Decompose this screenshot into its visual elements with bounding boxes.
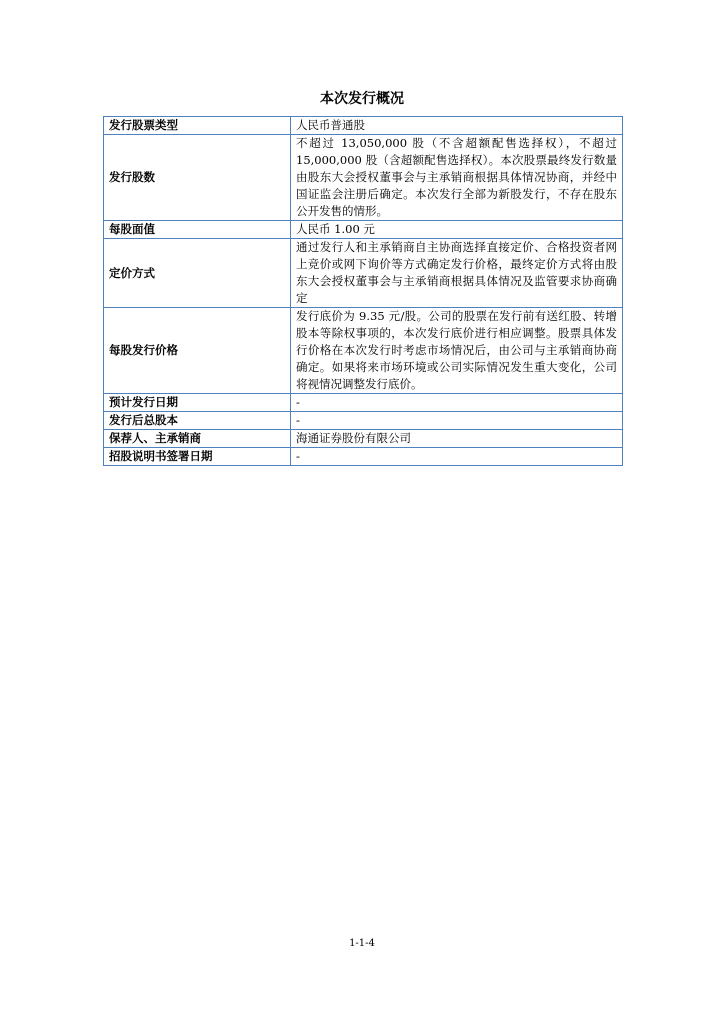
table-row bbox=[104, 430, 623, 448]
table-row bbox=[104, 412, 623, 430]
page-number: 1-1-4 bbox=[349, 938, 375, 949]
row-label: 发行股数 bbox=[104, 135, 291, 221]
row-value: 海通证券股份有限公司 bbox=[291, 430, 623, 448]
row-value: 发行底价为 9.35 元/股。公司的股票在发行前有送红股、转增股本等除权事项的，本次发行底价进行相应调整。股票具体发行价格在本次发行时考虑市场情况后，由公司与主承销商协商确定。如果将来市场环境或公司实际情况发生重大变化，公司将视情况调整发行底价。 bbox=[291, 308, 623, 394]
table-row bbox=[104, 448, 623, 466]
row-value: 人民币 1.00 元 bbox=[291, 221, 623, 239]
table-row bbox=[104, 394, 623, 412]
row-value: - bbox=[291, 448, 623, 466]
table-row bbox=[104, 239, 623, 308]
row-label: 发行后总股本 bbox=[104, 412, 291, 430]
table-row bbox=[104, 308, 623, 394]
row-label: 每股面值 bbox=[104, 221, 291, 239]
page-title: 本次发行概况 bbox=[320, 91, 404, 107]
row-label: 保荐人、主承销商 bbox=[104, 430, 291, 448]
row-value: 通过发行人和主承销商自主协商选择直接定价、合格投资者网上竞价或网下询价等方式确定发行价格，最终定价方式将由股东大会授权董事会与主承销商根据具体情况及监管要求协商确定 bbox=[291, 239, 623, 308]
row-label: 预计发行日期 bbox=[104, 394, 291, 412]
row-label: 招股说明书签署日期 bbox=[104, 448, 291, 466]
row-value: 人民币普通股 bbox=[291, 117, 623, 135]
row-label: 每股发行价格 bbox=[104, 308, 291, 394]
row-label: 定价方式 bbox=[104, 239, 291, 308]
row-value: 不超过 13,050,000 股（不含超额配售选择权），不超过 15,000,000 股（含超额配售选择权）。本次股票最终发行数量由股东大会授权董事会与主承销商根据具体情况协商，并经中国证监会注册后确定。本次发行全部为新股发行，不存在股东公开发售的情形。 bbox=[291, 135, 623, 221]
row-value: - bbox=[291, 394, 623, 412]
table-row bbox=[104, 135, 623, 221]
table-row bbox=[104, 117, 623, 135]
table-row bbox=[104, 221, 623, 239]
row-label: 发行股票类型 bbox=[104, 117, 291, 135]
offering-summary-table bbox=[103, 116, 623, 466]
row-value: - bbox=[291, 412, 623, 430]
